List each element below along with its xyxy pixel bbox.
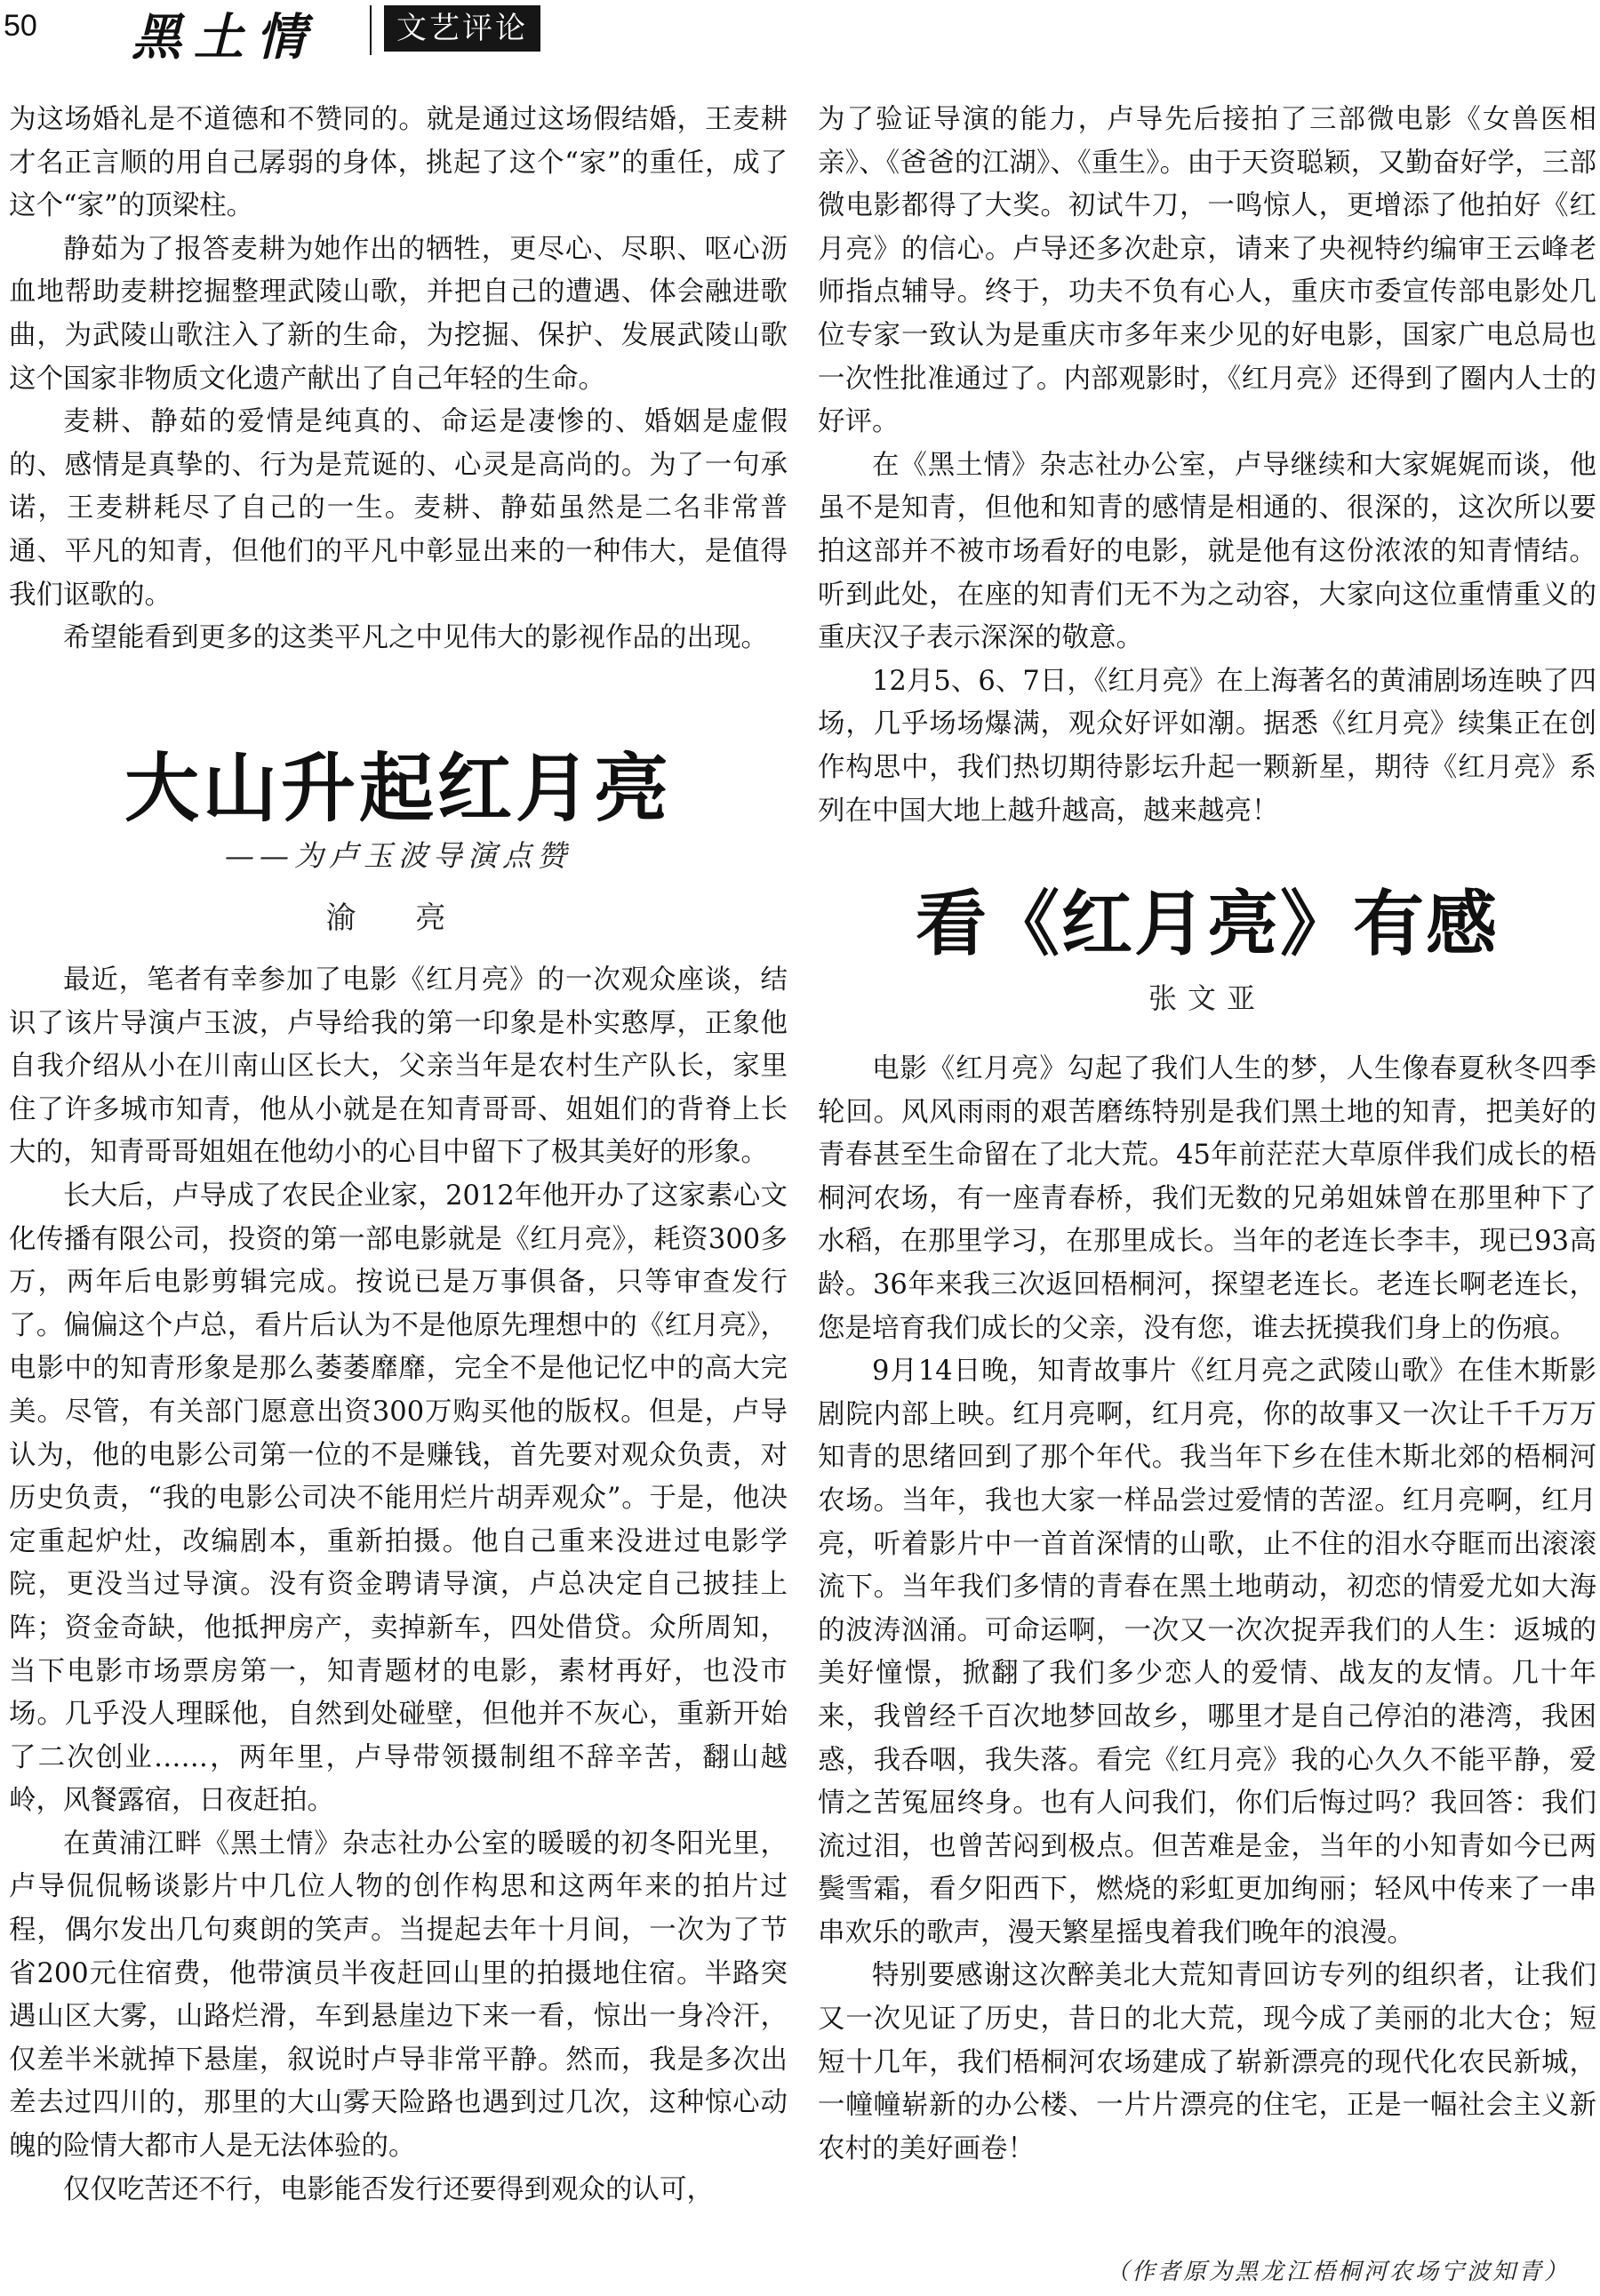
previous-article-ending bbox=[9, 99, 788, 660]
article-author: 渝 亮 bbox=[325, 900, 471, 936]
author-note: （作者原为黑龙江梧桐河农场宁波知青） bbox=[1105, 2259, 1570, 2285]
body-paragraph: 最近，笔者有幸参加了电影《红月亮》的一次观众座谈，结识了该片导演卢玉波，卢导给我的第一印象是朴实憨厚，正象他自我介绍从小在川南山区长大，父亲当年是农村生产队长，家里住了许多城市知青，他从小就是在知青哥哥、姐姐们的背脊上长大的，知青哥哥姐姐在他幼小的心目中留下了极其美好的形象。 bbox=[9, 964, 788, 1169]
page-number: 50 bbox=[4, 9, 37, 43]
body-paragraph: 在《黑土情》杂志社办公室，卢导继续和大家娓娓而谈，他虽不是知青，但他和知青的感情是相通的、很深的，这次所以要拍这部并不被市场看好的电影，就是他有这份浓浓的知青情结。听到此处，在座的知青们无不为之动容，大家向这位重情重义的重庆汉子表示深深的敬意。 bbox=[818, 449, 1596, 654]
article-title: 大山升起红月亮 bbox=[124, 744, 672, 832]
article-title: 看《红月亮》有感 bbox=[916, 882, 1499, 965]
column-tag: 文艺评论 bbox=[384, 5, 540, 52]
body-paragraph: 仅仅吃苦还不行，电影能否发行还要得到观众的认可， bbox=[63, 2173, 714, 2205]
header-divider bbox=[370, 5, 372, 55]
body-paragraph: 麦耕、静茹的爱情是纯真的、命运是凄惨的、婚姻是虚假的、感情是真挚的、行为是荒诞的、心灵是高尚的。为了一句承诺，王麦耕耗尽了自己的一生。麦耕、静茹虽然是二名非常普通、平凡的知青，但他们的平凡中彰显出来的一种伟大，是值得我们讴歌的。 bbox=[9, 406, 788, 611]
article-body bbox=[818, 1048, 1596, 2171]
body-paragraph: 静茹为了报答麦耕为她作出的牺牲，更尽心、尽职、呕心沥血地帮助麦耕挖掘整理武陵山歌，并把自己的遭遇、体会融进歌曲，为武陵山歌注入了新的生命，为挖掘、保护、发展武陵山歌这个国家非物质文化遗产献出了自己年轻的生命。 bbox=[9, 233, 788, 395]
article-body-left bbox=[9, 959, 788, 2212]
body-paragraph: 在黄浦江畔《黑土情》杂志社办公室的暖暖的初冬阳光里，卢导侃侃畅谈影片中几位人物的创作构思和这两年来的拍片过程，偶尔发出几句爽朗的笑声。当提起去年十月间，一次为了节省200元住宿费，他带演员半夜赶回山里的拍摄地住宿。半路突遇山区大雾，山路烂滑，车到悬崖边下来一看，惊出一身冷汗，仅差半米就掉下悬崖，叙说时卢导非常平静。然而，我是多次出差去过四川的，那里的大山雾天险路也遇到过几次，这种惊心动魄的险情大都市人是无法体验的。 bbox=[9, 1828, 788, 2163]
page-header bbox=[0, 0, 1600, 66]
body-paragraph: 为这场婚礼是不道德和不赞同的。就是通过这场假结婚，王麦耕才名正言顺的用自己孱弱的身体，挑起了这个“家”的重任，成了这个“家”的顶梁柱。 bbox=[9, 104, 788, 222]
article-subtitle: ——为卢玉波导演点赞 bbox=[225, 838, 572, 873]
body-paragraph: 为了验证导演的能力，卢导先后接拍了三部微电影《女兽医相亲》、《爸爸的江湖》、《重生》。由于天资聪颖，又勤奋好学，三部微电影都得了大奖。初试牛刀，一鸣惊人，更增添了他拍好《红月亮》的信心。卢导还多次赴京，请来了央视特约编审王云峰老师指点辅导。终于，功夫不负有心人，重庆市委宣传部电影处几位专家一致认为是重庆市多年来少见的好电影，国家广电总局也一次性批准通过了。内部观影时，《红月亮》还得到了圈内人士的好评。 bbox=[818, 104, 1596, 438]
body-paragraph: 希望能看到更多的这类平凡之中见伟大的影视作品的出现。 bbox=[63, 622, 768, 654]
magazine-masthead: 黑土情 bbox=[132, 8, 318, 67]
article-author: 张文亚 bbox=[1148, 981, 1266, 1015]
article-body-right bbox=[818, 99, 1596, 833]
body-paragraph: 电影《红月亮》勾起了我们人生的梦，人生像春夏秋冬四季轮回。风风雨雨的艰苦磨练特别是我们黑土地的知青，把美好的青春甚至生命留在了北大荒。45年前茫茫大草原伴我们成长的梧桐河农场，有一座青春桥，我们无数的兄弟姐妹曾在那里种下了水稻，在那里学习，在那里成长。当年的老连长李丰，现已93高龄。36年来我三次返回梧桐河，探望老连长。老连长啊老连长，您是培育我们成长的父亲，没有您，谁去抚摸我们身上的伤痕。 bbox=[818, 1053, 1596, 1344]
body-paragraph: 9月14日晚，知青故事片《红月亮之武陵山歌》在佳木斯影剧院内部上映。红月亮啊，红月亮，你的故事又一次让千千万万知青的思绪回到了那个年代。我当年下乡在佳木斯北郊的梧桐河农场。当年，我也大家一样品尝过爱情的苦涩。红月亮啊，红月亮，听着影片中一首首深情的山歌，止不住的泪水夺眶而出滚滚流下。当年我们多情的青春在黑土地萌动，初恋的情爱尤如大海的波涛汹涌。可命运啊，一次又一次次捉弄我们的人生：返城的美好憧憬，掀翻了我们多少恋人的爱情、战友的友情。几十年来，我曾经千百次地梦回故乡，哪里才是自己停泊的港湾，我困惑，我呑咽，我失落。看完《红月亮》我的心久久不能平静，爱情之苦冤屈终身。也有人问我们，你们后悔过吗？我回答：我们流过泪，也曾苦闷到极点。但苦难是金，当年的小知青如今已两鬓雪霜，看夕阳西下，燃烧的彩虹更加绚丽；轻风中传来了一串串欢乐的歌声，漫天繁星摇曳着我们晚年的浪漫。 bbox=[818, 1356, 1596, 1948]
body-paragraph: 长大后，卢导成了农民企业家，2012年他开办了这家素心文化传播有限公司，投资的第一部电影就是《红月亮》，耗资300多万，两年后电影剪辑完成。按说已是万事俱备，只等审查发行了。偏偏这个卢总，看片后认为不是他原先理想中的《红月亮》，电影中的知青形象是那么萎萎靡靡，完全不是他记忆中的高大完美。尽管，有关部门愿意出资300万购买他的版权。但是，卢导认为，他的电影公司第一位的不是赚钱，首先要对观众负责，对历史负责，“我的电影公司决不能用烂片胡弄观众”。于是，他决定重起炉灶，改编剧本，重新拍摄。他自己重来没进过电影学院，更没当过导演。没有资金聘请导演，卢总决定自己披挂上阵；资金奇缺，他抵押房产，卖掉新车，四处借贷。众所周知，当下电影市场票房第一，知青题材的电影，素材再好，也没市场。几乎没人理睬他，自然到处碰壁，但他并不灰心，重新开始了二次创业……，两年里，卢导带领摄制组不辞辛苦，翻山越岭，风餐露宿，日夜赶拍。 bbox=[9, 1180, 788, 1817]
body-paragraph: 12月5、6、7日，《红月亮》在上海著名的黄浦剧场连映了四场，几乎场场爆满，观众好评如潮。据悉《红月亮》续集正在创作构思中，我们热切期待影坛升起一颗新星，期待《红月亮》系列在中国大地上越升越高，越来越亮！ bbox=[818, 665, 1596, 827]
body-paragraph: 特别要感谢这次醉美北大荒知青回访专列的组织者，让我们又一次见证了历史，昔日的北大荒，现今成了美丽的北大仓；短短十几年，我们梧桐河农场建成了崭新漂亮的现代化农民新城，一幢幢崭新的办公楼、一片片漂亮的住宅，正是一幅社会主义新农村的美好画卷！ bbox=[818, 1960, 1596, 2164]
